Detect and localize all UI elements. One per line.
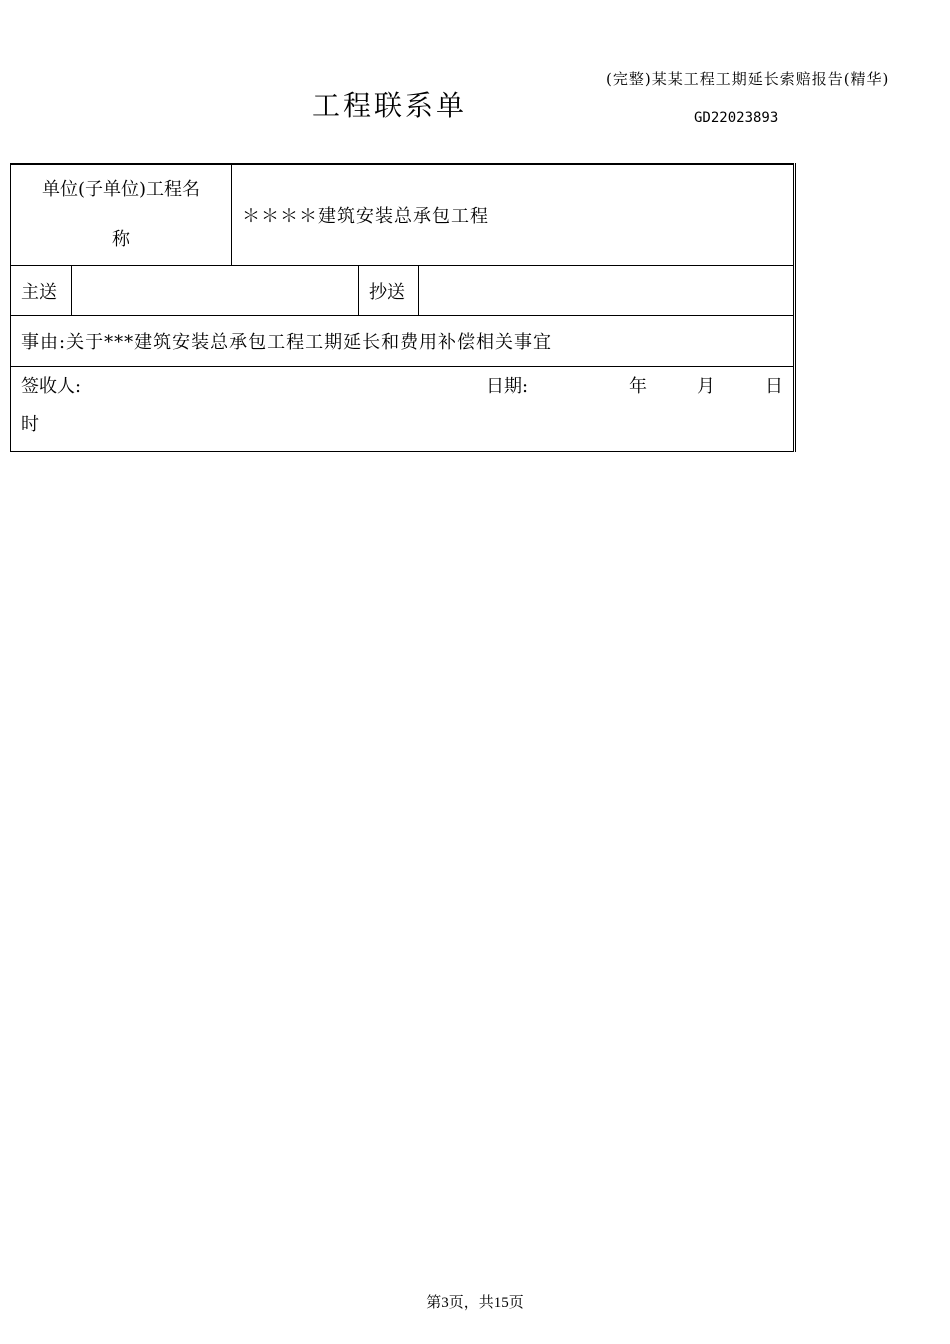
unit-label-line1: 单位(子单位)工程名 (41, 179, 201, 200)
subject-cell: 事由:关于***建筑安装总承包工程工期延长和费用补偿相关事宜 (11, 316, 795, 367)
day-label: 日 (765, 376, 784, 397)
contact-form-table (10, 163, 796, 452)
document-code: GD22023893 (694, 110, 779, 126)
cc-value (419, 266, 795, 316)
unit-label-line2: 称 (112, 229, 130, 250)
unit-value-cell: ＊＊＊＊建筑安装总承包工程 (232, 164, 795, 266)
sign-line (21, 375, 783, 399)
sign-row (11, 367, 795, 452)
sign-cell (11, 367, 795, 452)
signer-label: 签收人: (21, 376, 82, 397)
cc-label: 抄送 (359, 266, 419, 316)
document-title: (完整)某某工程工期延长索赔报告(精华) (606, 70, 890, 88)
send-to-value (72, 266, 359, 316)
unit-label-cell (11, 164, 232, 266)
send-to-label: 主送 (11, 266, 72, 316)
send-row (11, 266, 795, 316)
year-label: 年 (629, 376, 648, 397)
month-label: 月 (697, 376, 716, 397)
date-group (486, 375, 783, 399)
unit-row (11, 164, 795, 266)
hour-label: 时 (21, 414, 39, 435)
subject-row (11, 316, 795, 367)
date-label: 日期: (486, 376, 529, 397)
form-title: 工程联系单 (312, 89, 468, 122)
page-footer: 第3页，共15页 (426, 1295, 524, 1311)
